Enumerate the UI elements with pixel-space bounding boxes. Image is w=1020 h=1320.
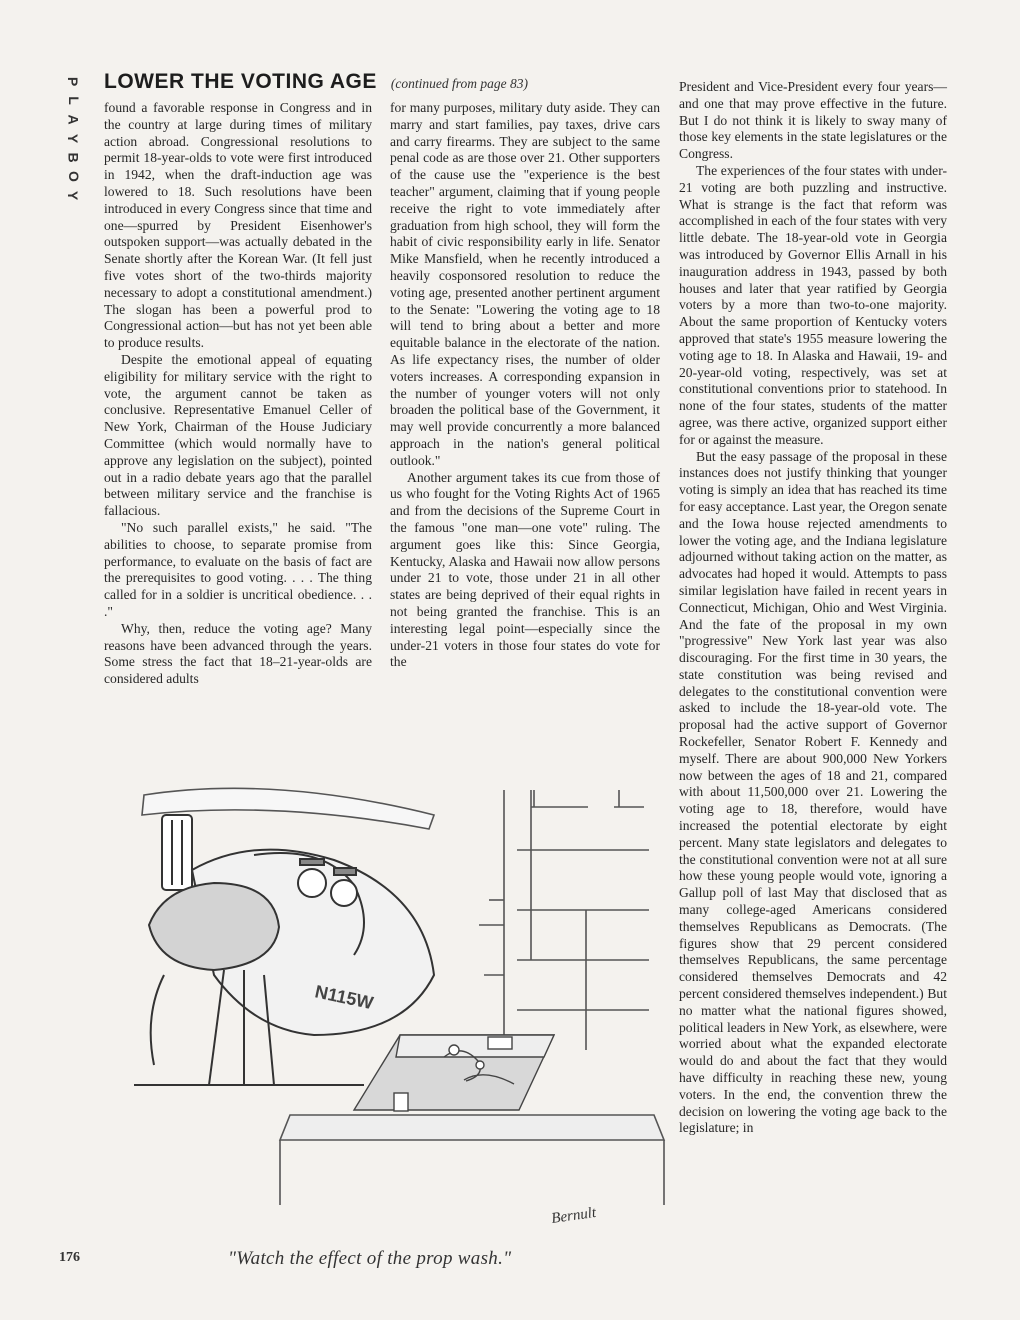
magazine-vertical-logo: [58, 72, 88, 205]
paragraph: But the easy passage of the proposal in these instances does not justify thinking that younger voting is simply an idea that has reached its time for easy acceptance. Last year, the Oregon senate and the Iowa house rejected amendments to lower the voting age, and the Indiana legislature adjourned without taking action on the matter, as advocates had hoped it would. Attempts to pass similar legislation have failed in recent years in Connecticut, Michigan, Ohio and West Virginia. And the fate of the proposal in my own "progressive" New York last year was also discouraging. For the first time in 30 years, the state constitution was being revised and delegates to the constitutional convention were asked to include the 18-year-old vote. The proposal had the active support of Governor Rockefeller, Senator Robert F. Kennedy and myself. There are about 900,000 New Yorkers now between the ages of 18 and 21, compared with about 11,500,000 over 21. Lowering the voting age to 18, therefore, would have increased the potential electorate by eight percent. Many state legislators and delegates to the constitutional convention were not at all sure how these young people would vote, ignoring a Gallup poll of last May that disclosed that as many college-aged Americans considered themselves Republicans as Democrats. (The figures show that 29 percent considered themselves Republicans, the same percentage considered themselves Democrats and 42 percent considered themselves independent.) But no matter what the national figures showed, political leaders in New York, as elsewhere, were worried about what the expanded electorate would do and about the fact that they would have difficulty in reaching these new, young voters. In the end, the convention threw the decision on lowering the voting age back to the legislature; in: [679, 448, 948, 1136]
headline-title: LOWER THE VOTING AGE: [104, 70, 377, 93]
paragraph: Another argument takes its cue from those of us who fought for the Voting Rights Act of 1965 and from the decisions of the Supreme Court in the famous "one man—one vote" ruling. The argument goes like this: Since Georgia, Kentucky, Alaska and Hawaii now allow persons under 21 to vote, those under 21 in all other states are being deprived of their equal rights in not being granted the franchise. This is an interesting legal point—especially since the under-21 voters in those four states do vote for the: [390, 469, 660, 670]
logo-letter: Y: [65, 190, 82, 201]
artist-signature: Bernult: [550, 1204, 598, 1227]
continued-note: (continued from page 83): [390, 76, 528, 91]
logo-letter: P: [65, 76, 82, 87]
logo-letter: O: [65, 171, 82, 182]
paragraph: for many purposes, military duty aside. They can marry and start families, pay taxes, drive cars and carry firearms. They are subject to the same penal code as are those over 21. Other supporters of the cause use the "experience is the best teacher" argument, claiming that if young people receive the right to vote immediately after graduation from high school, they will form the habit of civic responsibility early in life. Senator Mike Mansfield, when he recently introduced a heavily cosponsored resolution to reduce the voting age, presented another pertinent argument to the Senate: "Lowering the voting age to 18 will tend to bring about a better and more equitable balance in the electorate of the nation. As life expectancy rises, the number of older voters increases. A corresponding expansion in the number of younger voters will not only broaden the political base of the Government, it may well provide concurrently a more balanced approach in the nation's general political outlook.": [390, 100, 660, 468]
helicopter-tail-number: N115W: [313, 981, 376, 1014]
building-drawing: [479, 790, 649, 1075]
logo-letter: Y: [65, 133, 82, 144]
text-column-2: [390, 100, 660, 671]
page-number: 176: [59, 1250, 80, 1265]
paragraph: Despite the emotional appeal of equating eligibility for military service with the right to vote, the argument cannot be taken as conclusive. Representative Emanuel Celler of New York, Chairman of the House Judiciary Committee (which would normally have to approve any legislation on the subject), pointed out in a radio debate years ago that the parallel between military service and the franchise is fallacious.: [104, 351, 372, 519]
paragraph: Why, then, reduce the voting age? Many reasons have been advanced through the years. Some stress the fact that 18–21-year-olds are considered adults: [104, 620, 372, 687]
paragraph: found a favorable response in Congress and in the country at large during times of military action abroad. Congressional resolutions to permit 18-year-olds to vote were first introduced in 1942, when the draft-induction age was lowered to 18. Such resolutions have been introduced in every Congress since that time and one—spurred by President Eisenhower's outspoken support—was actually debated in the Senate shortly after the Korean War. (It fell just five votes short of the two-thirds majority necessary to adopt a constitutional amendment.) The slogan has been a powerful prod to Congressional action—but has not yet been able to produce results.: [104, 100, 372, 351]
rooftop-pool-drawing: [354, 1035, 554, 1111]
paragraph: The experiences of the four states with under-21 voting are both puzzling and instructive. What is strange is the fact that reform was accomplished in each of the four states with very little debate. The 18-year-old vote in Georgia was introduced by Governor Ellis Arnall in his inauguration address in 1943, passed by both houses and later that year ratified by Georgia voters by a more than two-to-one majority. About the same proportion of Kentucky voters approved that state's 1955 measure lowering the voting age to 18. In Alaska and Hawaii, 19- and 20-year-old voting, respectively, was set at constitutional conventions prior to statehood. In none of the four states, students of the matter agree, was there active, organized support either for or against the measure.: [679, 162, 947, 447]
logo-letter: A: [65, 114, 82, 125]
roof-wall-drawing: [280, 1115, 664, 1205]
logo-letter: B: [65, 152, 82, 163]
helicopter-drawing: [134, 815, 434, 1085]
paragraph: "No such parallel exists," he said. "The abilities to choose, to separate promise from performance, to evaluate on the basis of fact are the prerequisites to good voting. . . . The thing called for in a soldier is uncritical obedience. . . .": [104, 519, 372, 619]
text-column-1: [104, 100, 372, 688]
article-headline: [104, 70, 528, 94]
cartoon-caption: "Watch the effect of the prop wash.": [228, 1248, 512, 1269]
logo-letter: L: [65, 96, 82, 105]
paragraph: President and Vice-President every four years—and one that may prove effective in the future. But I do not think it is likely to sway many of those key elements in the state legislatures or the Congress.: [679, 79, 947, 162]
cartoon-illustration: [104, 775, 670, 1240]
text-column-3: [679, 79, 947, 1137]
